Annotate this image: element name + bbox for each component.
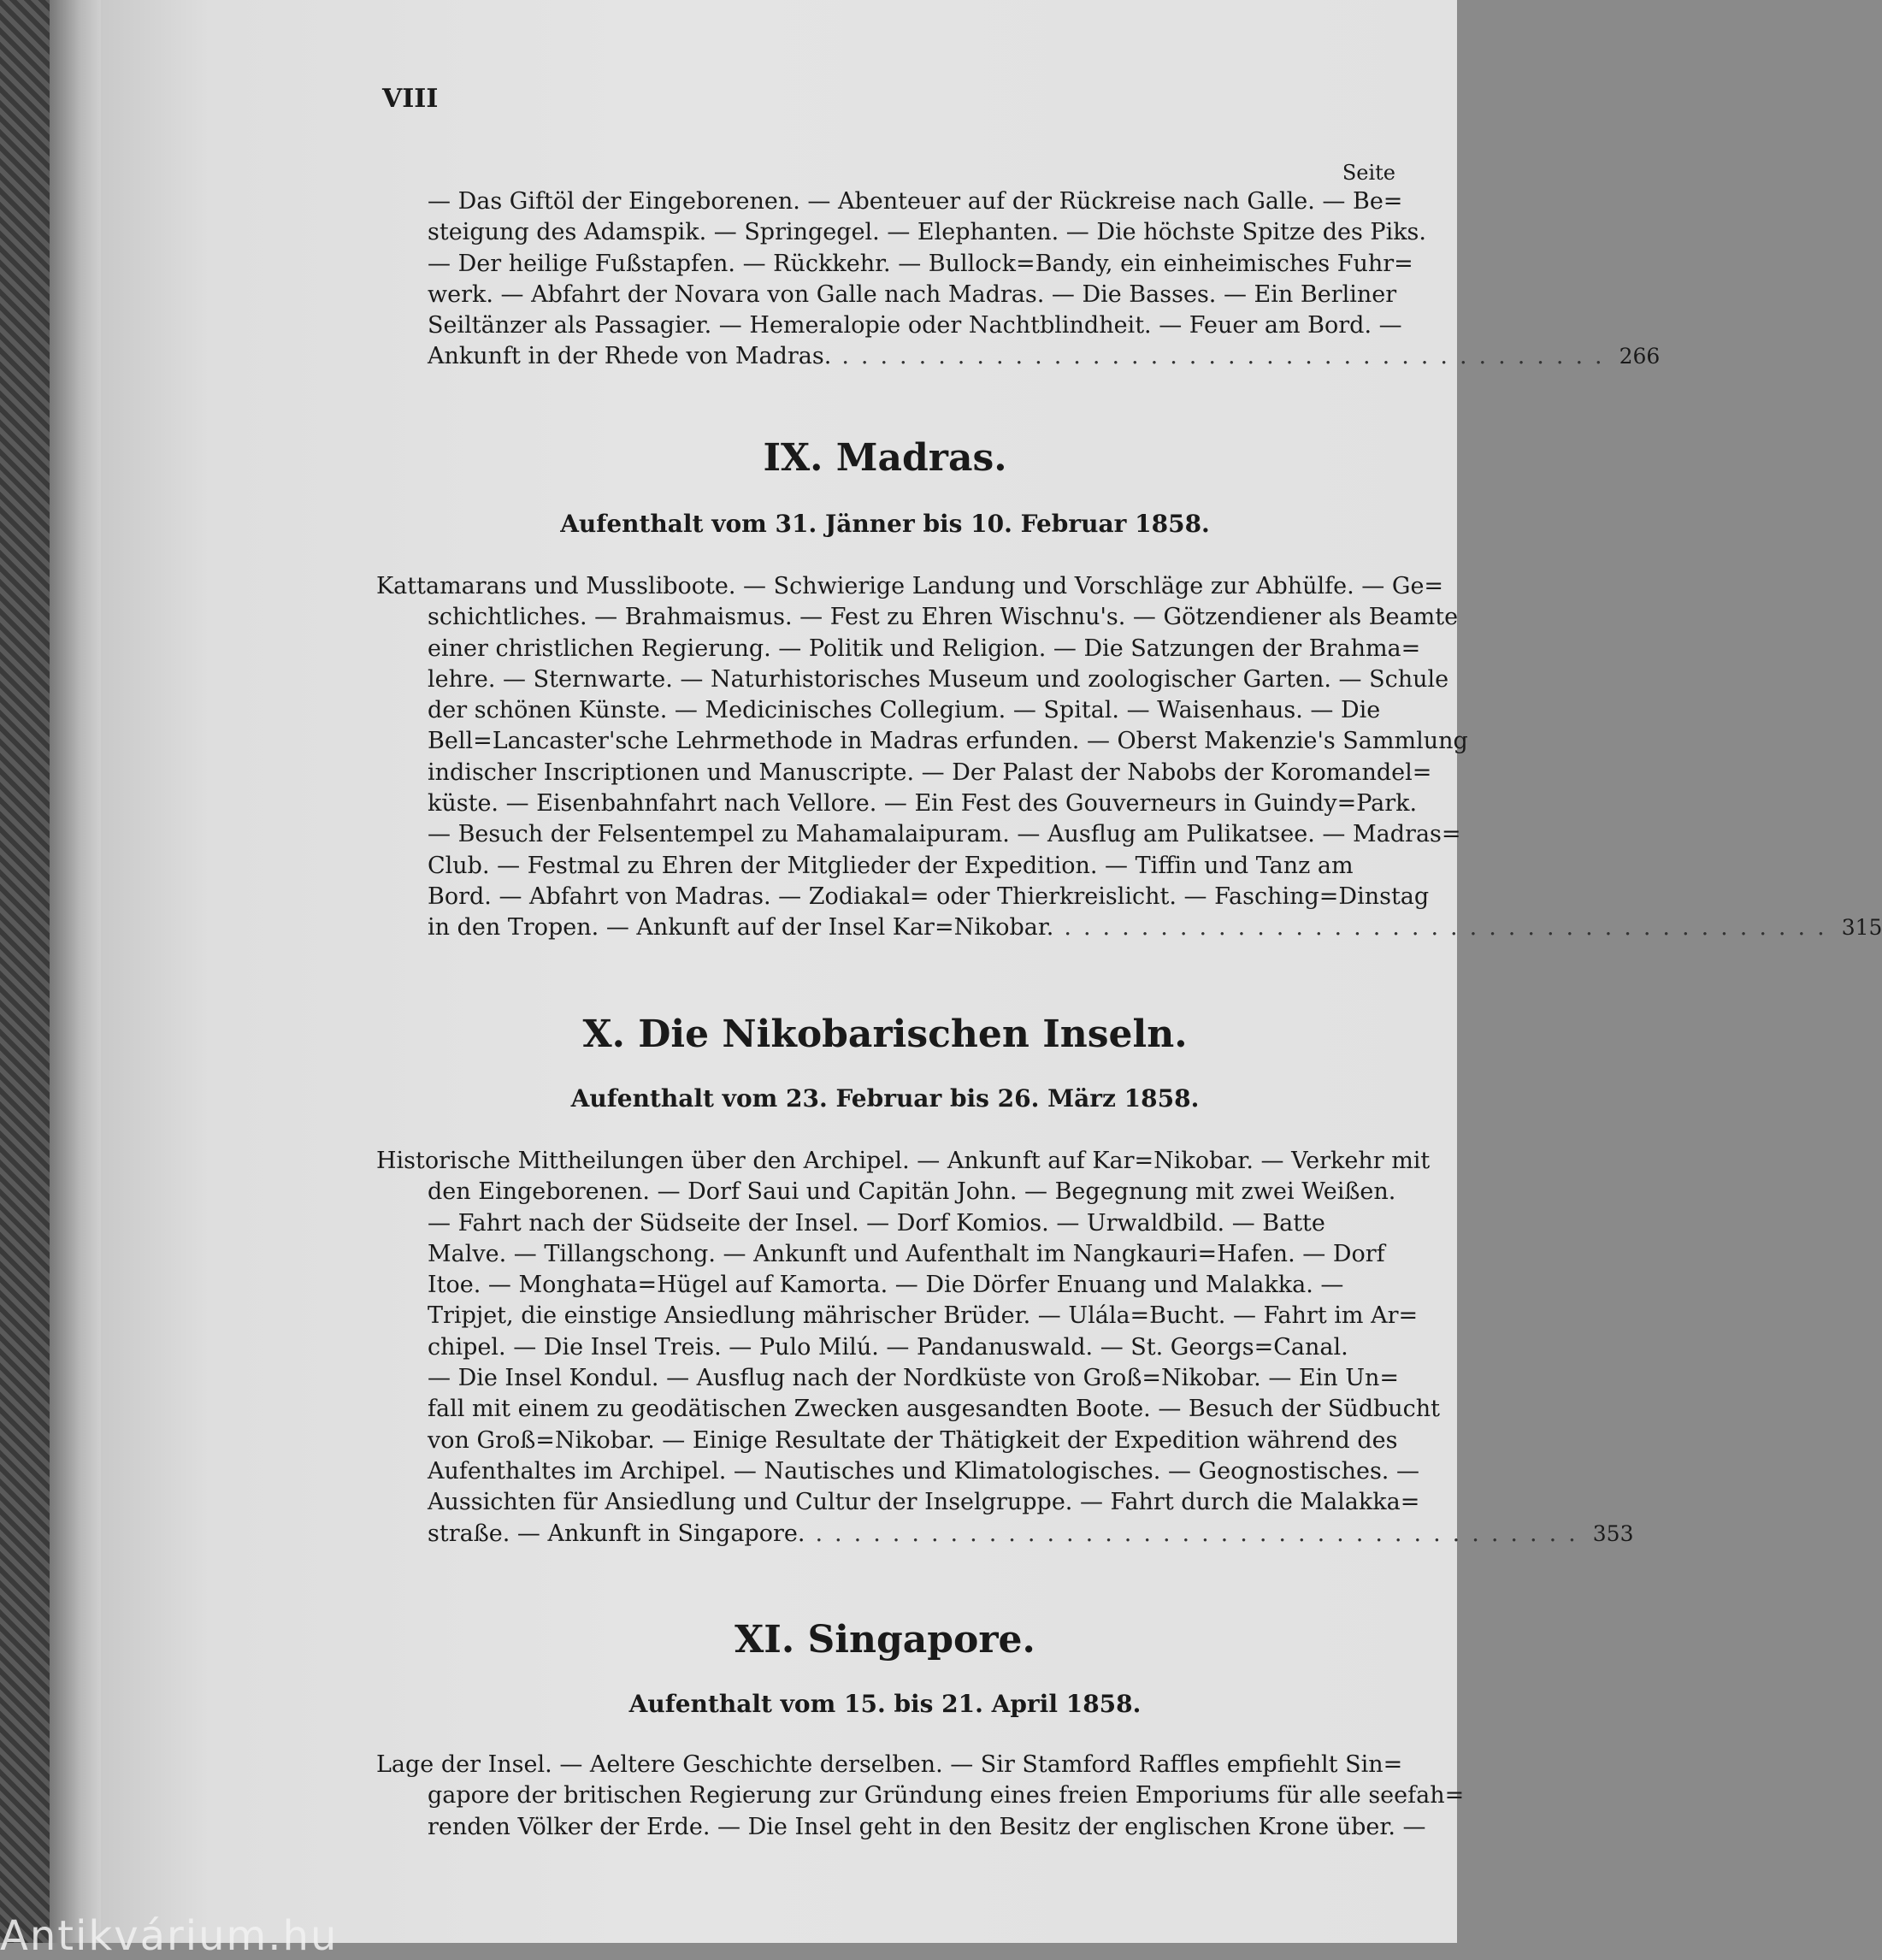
toc-entry-viii-continued <box>376 186 1661 373</box>
page-reference: 315 <box>1841 915 1882 941</box>
toc-line: — Das Giftöl der Eingeborenen. — Abenteuer auf der Rückreise nach Galle. — Be= <box>428 188 1403 215</box>
toc-line: lehre. — Sternwarte. — Naturhistorisches Museum und zoologischer Garten. — Schule <box>428 665 1449 693</box>
toc-line: Lage der Insel. — Aeltere Geschichte derselben. — Sir Stamford Raffles empfiehlt Sin= <box>376 1751 1403 1778</box>
leader-dots: ........................................ <box>841 343 1614 370</box>
toc-line: Bord. — Abfahrt von Madras. — Zodiakal= oder Thierkreislicht. — Fasching=Dinstag <box>428 883 1430 910</box>
toc-line: schichtliches. — Brahmaismus. — Fest zu Ehren Wischnu's. — Götzendiener als Beamte <box>428 604 1459 631</box>
toc-line: — Der heilige Fußstapfen. — Rückkehr. — Bullock=Bandy, ein einheimisches Fuhr= <box>428 250 1413 277</box>
toc-line: werk. — Abfahrt der Novara von Galle nach Madras. — Die Basses. — Ein Berliner <box>428 280 1397 308</box>
book-binding <box>0 0 50 1943</box>
page-gutter <box>50 0 101 1943</box>
toc-line: in den Tropen. — Ankunft auf der Insel Kar=Nikobar. <box>428 914 1054 942</box>
watermark: Antikvárium.hu <box>0 1912 339 1960</box>
toc-line: — Die Insel Kondul. — Ausflug nach der Nordküste von Groß=Nikobar. — Ein Un= <box>428 1365 1400 1392</box>
toc-line: Club. — Festmal zu Ehren der Mitglieder der Expedition. — Tiffin und Tanz am <box>428 852 1354 879</box>
toc-line: gapore der britischen Regierung zur Gründung eines freien Emporiums für alle seefah= <box>428 1782 1465 1809</box>
toc-line: Seiltänzer als Passagier. — Hemeralopie oder Nachtblindheit. — Feuer am Bord. — <box>428 312 1402 339</box>
chapter-title-x: X. Die Nikobarischen Inseln. <box>582 1012 1188 1056</box>
chapter-subtitle-xi: Aufenthalt vom 15. bis 21. April 1858. <box>628 1690 1142 1718</box>
toc-line: einer christlichen Regierung. — Politik und Religion. — Die Satzungen der Brahma= <box>428 635 1421 662</box>
chapter-title-xi: XI. Singapore. <box>735 1618 1035 1662</box>
toc-line: Bell=Lancaster'sche Lehrmethode in Madras erfunden. — Oberst Makenzie's Sammlung <box>428 728 1468 755</box>
toc-line: Malve. — Tillangschong. — Ankunft und Aufenthalt im Nangkauri=Hafen. — Dorf <box>428 1240 1385 1267</box>
toc-entry-ix <box>376 571 1882 944</box>
toc-line: Historische Mittheilungen über den Archipel. — Ankunft auf Kar=Nikobar. — Verkehr mit <box>376 1148 1431 1174</box>
seite-column-label: Seite <box>1342 161 1395 185</box>
toc-line: von Groß=Nikobar. — Einige Resultate der Thätigkeit der Expedition während des <box>428 1426 1398 1454</box>
leader-dots: ........................................ <box>815 1520 1588 1547</box>
chapter-subtitle-ix: Aufenthalt vom 31. Jänner bis 10. Februar 1858. <box>560 510 1210 538</box>
toc-line: fall mit einem zu geodätischen Zwecken ausgesandten Boote. — Besuch der Südbucht <box>428 1396 1441 1423</box>
toc-line: — Besuch der Felsentempel zu Mahamalaipuram. — Ausflug am Pulikatsee. — Madras= <box>428 821 1461 848</box>
toc-line: Aufenthaltes im Archipel. — Nautisches und Klimatologisches. — Geognostisches. — <box>428 1457 1419 1485</box>
toc-line: Kattamarans und Mussliboote. — Schwierige Landung und Vorschläge zur Abhülfe. — Ge= <box>376 573 1444 599</box>
toc-line: renden Völker der Erde. — Die Insel geht in den Besitz der englischen Krone über. — <box>428 1813 1426 1840</box>
toc-line: straße. — Ankunft in Singapore. <box>428 1520 805 1547</box>
toc-line: — Fahrt nach der Südseite der Insel. — Dorf Komios. — Urwaldbild. — Batte <box>428 1209 1325 1237</box>
page-reference: 353 <box>1592 1520 1634 1546</box>
toc-line: Itoe. — Monghata=Hügel auf Kamorta. — Die Dörfer Enuang und Malakka. — <box>428 1272 1344 1299</box>
toc-line: indischer Inscriptionen und Manuscripte. — Der Palast der Nabobs der Koromandel= <box>428 759 1432 786</box>
toc-entry-x <box>376 1146 1634 1550</box>
toc-line: Aussichten für Ansiedlung und Cultur der Inselgruppe. — Fahrt durch die Malakka= <box>428 1489 1420 1516</box>
chapter-title-ix: IX. Madras. <box>763 436 1007 480</box>
toc-entry-xi <box>376 1750 1465 1843</box>
toc-line: den Eingeborenen. — Dorf Saui und Capitän John. — Begegnung mit zwei Weißen. <box>428 1178 1396 1206</box>
page-reference: 266 <box>1619 344 1661 369</box>
toc-line: küste. — Eisenbahnfahrt nach Vellore. — Ein Fest des Gouverneurs in Guindy=Park. <box>428 790 1418 818</box>
toc-line: steigung des Adamspik. — Springegel. — Elephanten. — Die höchste Spitze des Piks. <box>428 219 1427 246</box>
toc-line: Tripjet, die einstige Ansiedlung mährischer Brüder. — Ulála=Bucht. — Fahrt im Ar= <box>428 1302 1419 1330</box>
chapter-subtitle-x: Aufenthalt vom 23. Februar bis 26. März 1858. <box>570 1084 1200 1113</box>
toc-line: chipel. — Die Insel Treis. — Pulo Milú. — Pandanuswald. — St. Georgs=Canal. <box>428 1333 1348 1361</box>
leader-dots: ........................................ <box>1064 914 1837 942</box>
toc-line: der schönen Künste. — Medicinisches Collegium. — Spital. — Waisenhaus. — Die <box>428 697 1381 724</box>
page-number: VIII <box>382 84 439 114</box>
toc-line: Ankunft in der Rhede von Madras. <box>428 343 832 370</box>
